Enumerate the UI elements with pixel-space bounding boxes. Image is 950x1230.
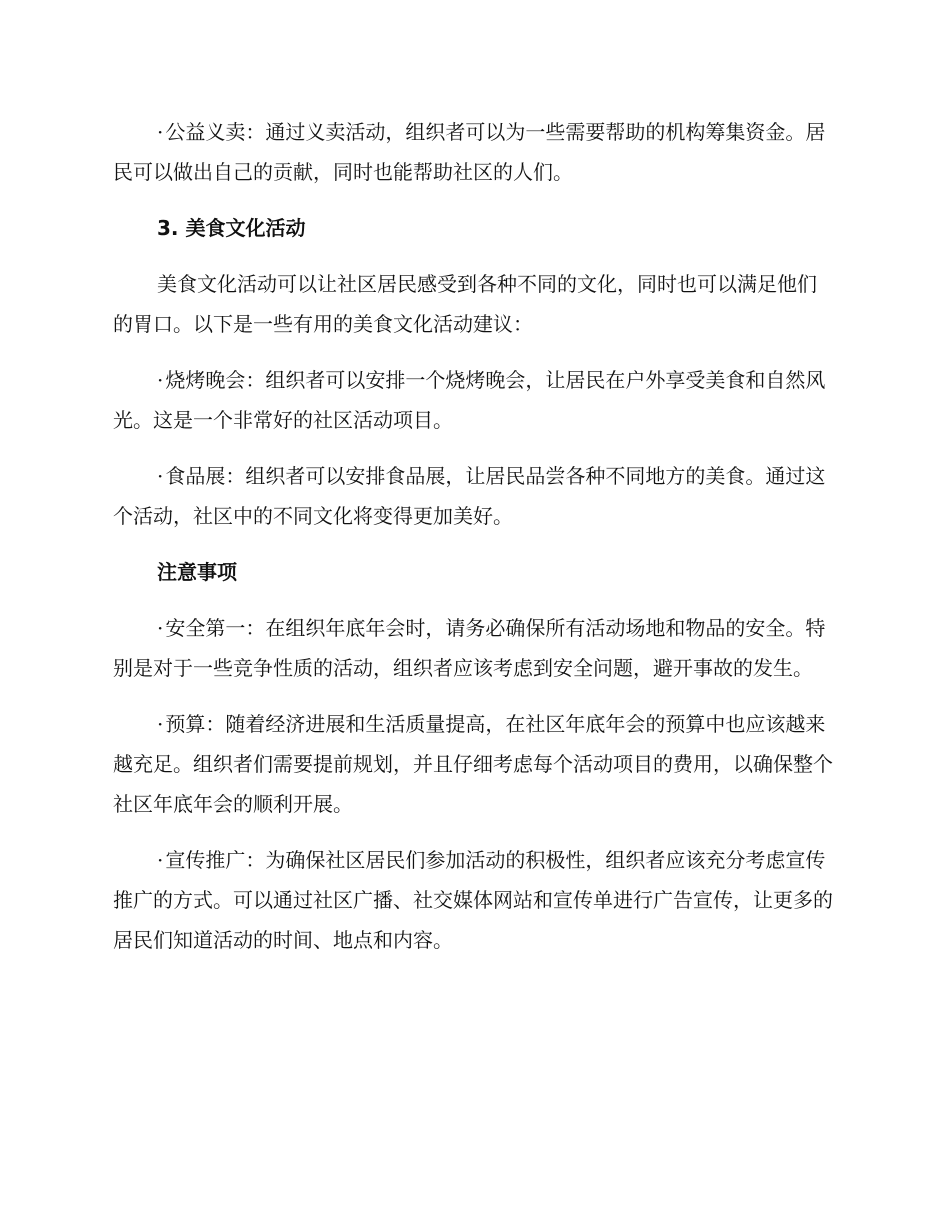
bullet-paragraph-food-fair	[113, 456, 833, 536]
bullet-marker: ·	[157, 616, 164, 640]
bullet-marker: ·	[157, 368, 164, 392]
bullet-marker: ·	[157, 712, 164, 736]
bullet-paragraph-budget	[113, 704, 833, 824]
bullet-text: 食品展：组织者可以安排食品展，让居民品尝各种不同地方的美食。通过这个活动，社区中的不同文化将变得更加美好。	[113, 464, 826, 528]
section-heading-food-culture: 3. 美食文化活动	[157, 216, 306, 240]
document-page	[113, 112, 833, 976]
bullet-text: 安全第一：在组织年底年会时，请务必确保所有活动场地和物品的安全。特别是对于一些竞争性质的活动，组织者应该考虑到安全问题，避开事故的发生。	[113, 616, 826, 680]
bullet-paragraph-safety	[113, 608, 833, 688]
bullet-paragraph-charity-sale	[113, 112, 833, 192]
bullet-marker: ·	[157, 120, 164, 144]
bullet-paragraph-bbq-party	[113, 360, 833, 440]
bullet-text: 公益义卖：通过义卖活动，组织者可以为一些需要帮助的机构筹集资金。居民可以做出自己的贡献，同时也能帮助社区的人们。	[113, 120, 826, 184]
bullet-paragraph-promotion	[113, 840, 833, 960]
bullet-marker: ·	[157, 464, 164, 488]
bullet-text: 预算：随着经济进展和生活质量提高，在社区年底年会的预算中也应该越来越充足。组织者们需要提前规划，并且仔细考虑每个活动项目的费用，以确保整个社区年底年会的顺利开展。	[113, 712, 833, 816]
bullet-text: 宣传推广：为确保社区居民们参加活动的积极性，组织者应该充分考虑宣传推广的方式。可以通过社区广播、社交媒体网站和宣传单进行广告宣传，让更多的居民们知道活动的时间、地点和内容。	[113, 848, 833, 952]
section-heading-notes: 注意事项	[157, 560, 237, 584]
bullet-marker: ·	[157, 848, 164, 872]
bullet-text: 烧烤晚会：组织者可以安排一个烧烤晚会，让居民在户外享受美食和自然风光。这是一个非常好的社区活动项目。	[113, 368, 826, 432]
paragraph-food-culture-intro: 美食文化活动可以让社区居民感受到各种不同的文化，同时也可以满足他们的胃口。以下是一些有用的美食文化活动建议：	[113, 272, 817, 336]
